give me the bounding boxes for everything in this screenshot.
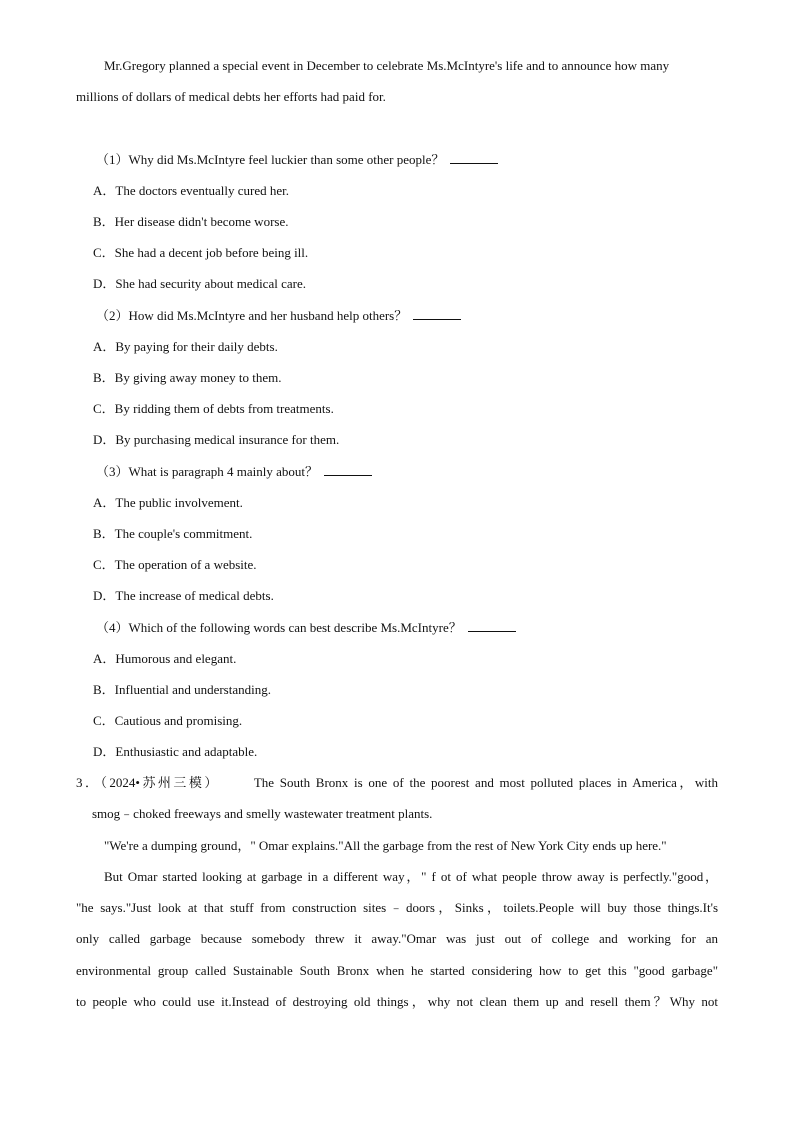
passage-3-paragraph-3-line-3: only called garbage because somebody threw it away."Omar was just out of college and working for an (76, 931, 718, 946)
question-1-option-d: D．She had security about medical care. (93, 276, 306, 291)
question-1-option-b: B．Her disease didn't become worse. (93, 214, 289, 229)
question-2-option-a: A．By paying for their daily debts. (93, 339, 278, 354)
passage-3-source: （2024•苏州三模） (100, 775, 220, 790)
intro-line-1: Mr.Gregory planned a special event in December to celebrate Ms.McIntyre's life and to announce how many (104, 58, 670, 73)
question-4-option-d: D．Enthusiastic and adaptable. (93, 744, 258, 759)
question-1-option-a: A．The doctors eventually cured her. (93, 183, 290, 198)
passage-3-paragraph-3-line-2: "he says."Just look at that stuff from construction sites﹣doors，Sinks，toilets.People will buy those things.It's (76, 900, 718, 915)
answer-blank-1[interactable] (450, 151, 498, 164)
question-2-stem: （2）How did Ms.McIntyre and her husband help others？ (96, 308, 408, 323)
question-4-stem: （4）Which of the following words can best describe Ms.McIntyre？ (96, 620, 462, 635)
question-1 (96, 151, 498, 168)
passage-3-paragraph-3-line-5: to people who could use it.Instead of destroying old things，why not clean them up and resell them？Why not (76, 994, 718, 1009)
question-3-option-d: D．The increase of medical debts. (93, 588, 274, 603)
question-2-option-c: C．By ridding them of debts from treatments. (93, 401, 334, 416)
question-2-option-b: B．By giving away money to them. (93, 370, 282, 385)
question-4-option-b: B．Influential and understanding. (93, 682, 271, 697)
passage-3-first-line (76, 775, 718, 791)
question-4 (96, 619, 516, 636)
question-2-option-d: D．By purchasing medical insurance for them. (93, 432, 340, 447)
answer-blank-2[interactable] (413, 307, 461, 320)
question-3 (96, 463, 372, 480)
passage-3-paragraph-3-line-1: But Omar started looking at garbage in a different way，" f ot of what people throw away is perfectly."good， (104, 869, 718, 884)
passage-3-opening: The South Bronx is one of the poorest and most polluted places in America，with (253, 775, 718, 790)
passage-3-second-line: smog﹣choked freeways and smelly wastewater treatment plants. (92, 806, 433, 821)
answer-blank-4[interactable] (468, 619, 516, 632)
answer-blank-3[interactable] (324, 463, 372, 476)
question-3-stem: （3）What is paragraph 4 mainly about？ (96, 464, 319, 479)
question-4-option-c: C．Cautious and promising. (93, 713, 243, 728)
question-3-option-b: B．The couple's commitment. (93, 526, 253, 541)
intro-line-2: millions of dollars of medical debts her efforts had paid for. (76, 89, 386, 104)
passage-3-paragraph-2: "We're a dumping ground，" Omar explains."All the garbage from the rest of New York City ends up here." (104, 838, 667, 853)
question-4-option-a: A．Humorous and elegant. (93, 651, 237, 666)
question-3-option-c: C．The operation of a website. (93, 557, 257, 572)
question-2 (96, 307, 461, 324)
question-1-stem: （1）Why did Ms.McIntyre feel luckier than some other people？ (96, 152, 445, 167)
passage-3-number: 3． (76, 775, 101, 790)
question-1-option-c: C．She had a decent job before being ill. (93, 245, 309, 260)
question-3-option-a: A．The public involvement. (93, 495, 243, 510)
passage-3-paragraph-3-line-4: environmental group called Sustainable South Bronx when he started considering how to get this "good garbage" (76, 963, 718, 978)
